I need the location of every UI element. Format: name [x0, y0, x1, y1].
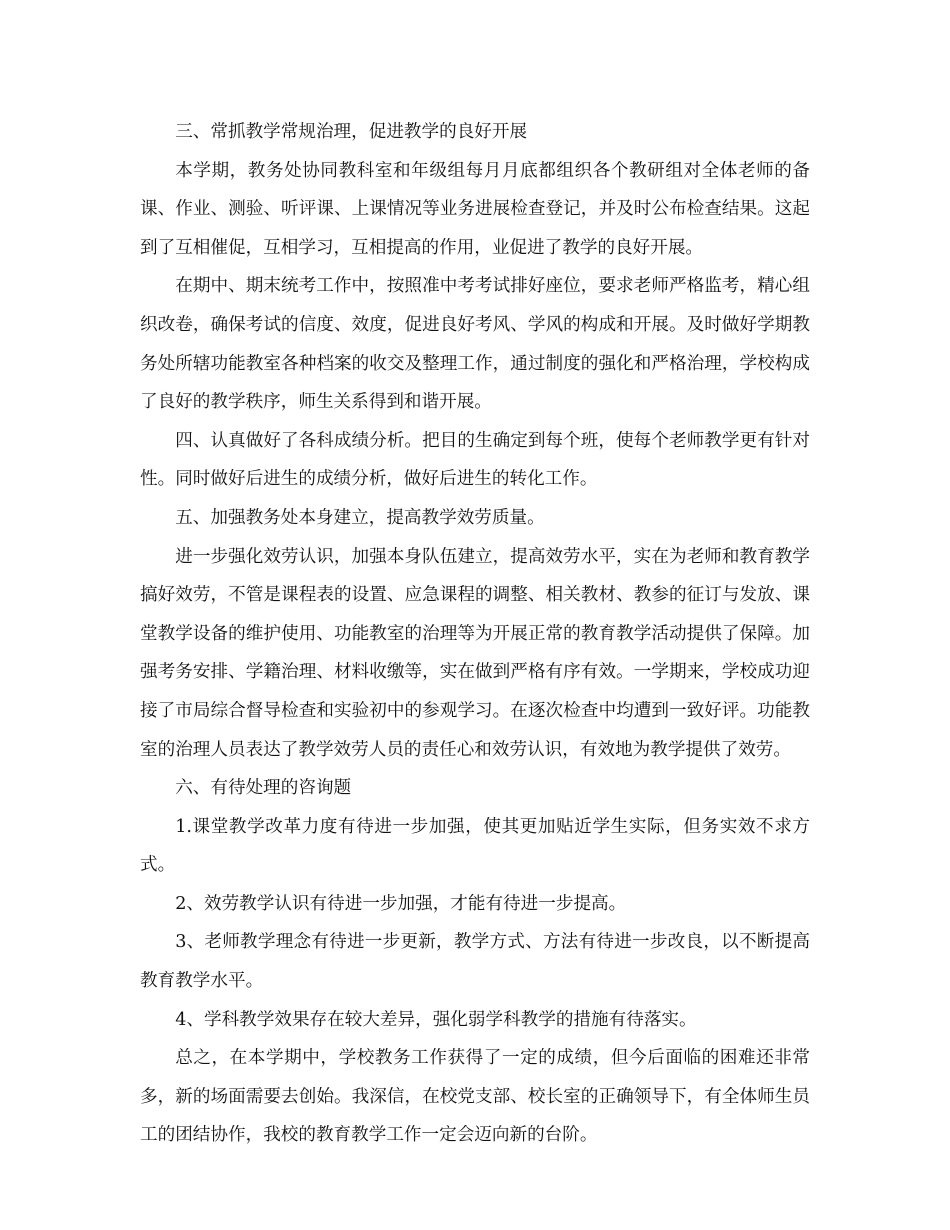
document-body [140, 113, 810, 1155]
section-heading-5: 五、加强教务处本身建立，提高教学效劳质量。 [175, 507, 545, 528]
paragraph: 本学期，教务处协同教科室和年级组每月月底都组织各个教研组对全体老师的备课、作业、测验、听评课、上课情况等业务进展检查登记，并及时公布检查结果。这起到了互相催促，互相学习，互相提高的作用，业促进了教学的良好开展。 [140, 160, 810, 258]
paragraph: 进一步强化效劳认识，加强本身队伍建立，提高效劳水平，实在为老师和教育教学搞好效劳，不管是课程表的设置、应急课程的调整、相关教材、教参的征订与发放、课堂教学设备的维护使用、功能教室的治理等为开展正常的教育教学活动提供了保障。加强考务安排、学籍治理、材料收缴等，实在做到严格有序有效。一学期来，学校成功迎接了市局综合督导检查和实验初中的参观学习。在逐次检查中均遭到一致好评。功能教室的治理人员表达了教学效劳人员的责任心和效劳认识，有效地为教学提供了效劳。 [140, 546, 810, 760]
list-item-3: 3、老师教学理念有待进一步更新，教学方式、方法有待进一步改良，以不断提高教育教学水平。 [140, 932, 810, 992]
section-heading-4: 四、认真做好了各科成绩分析。把目的生确定到每个班，使每个老师教学更有针对性。同时做好后进生的成绩分析，做好后进生的转化工作。 [140, 430, 810, 490]
list-item-2: 2、效劳教学认识有待进一步加强，才能有待进一步提高。 [175, 893, 627, 914]
section-heading-3: 三、常抓教学常规治理，促进教学的良好开展 [175, 122, 528, 142]
paragraph: 在期中、期末统考工作中，按照准中考考试排好座位，要求老师严格监考，精心组织改卷，确保考试的信度、效度，促进良好考风、学风的构成和开展。及时做好学期教务处所辖功能教室各种档案的收交及整理工作，通过制度的强化和严格治理，学校构成了良好的教学秩序，师生关系得到和谐开展。 [140, 276, 810, 413]
section-heading-6: 六、有待处理的咨询题 [175, 778, 352, 799]
list-item-1: 1.课堂教学改革力度有待进一步加强，使其更加贴近学生实际，但务实效不求方式。 [140, 816, 810, 876]
list-item-4: 4、学科教学效果存在较大差异，强化弱学科教学的措施有待落实。 [175, 1009, 697, 1030]
conclusion-paragraph: 总之，在本学期中，学校教务工作获得了一定的成绩，但今后面临的困难还非常多，新的场面需要去创始。我深信，在校党支部、校长室的正确领导下，有全体师生员工的团结协作，我校的教育教学工作一定会迈向新的台阶。 [140, 1048, 810, 1146]
